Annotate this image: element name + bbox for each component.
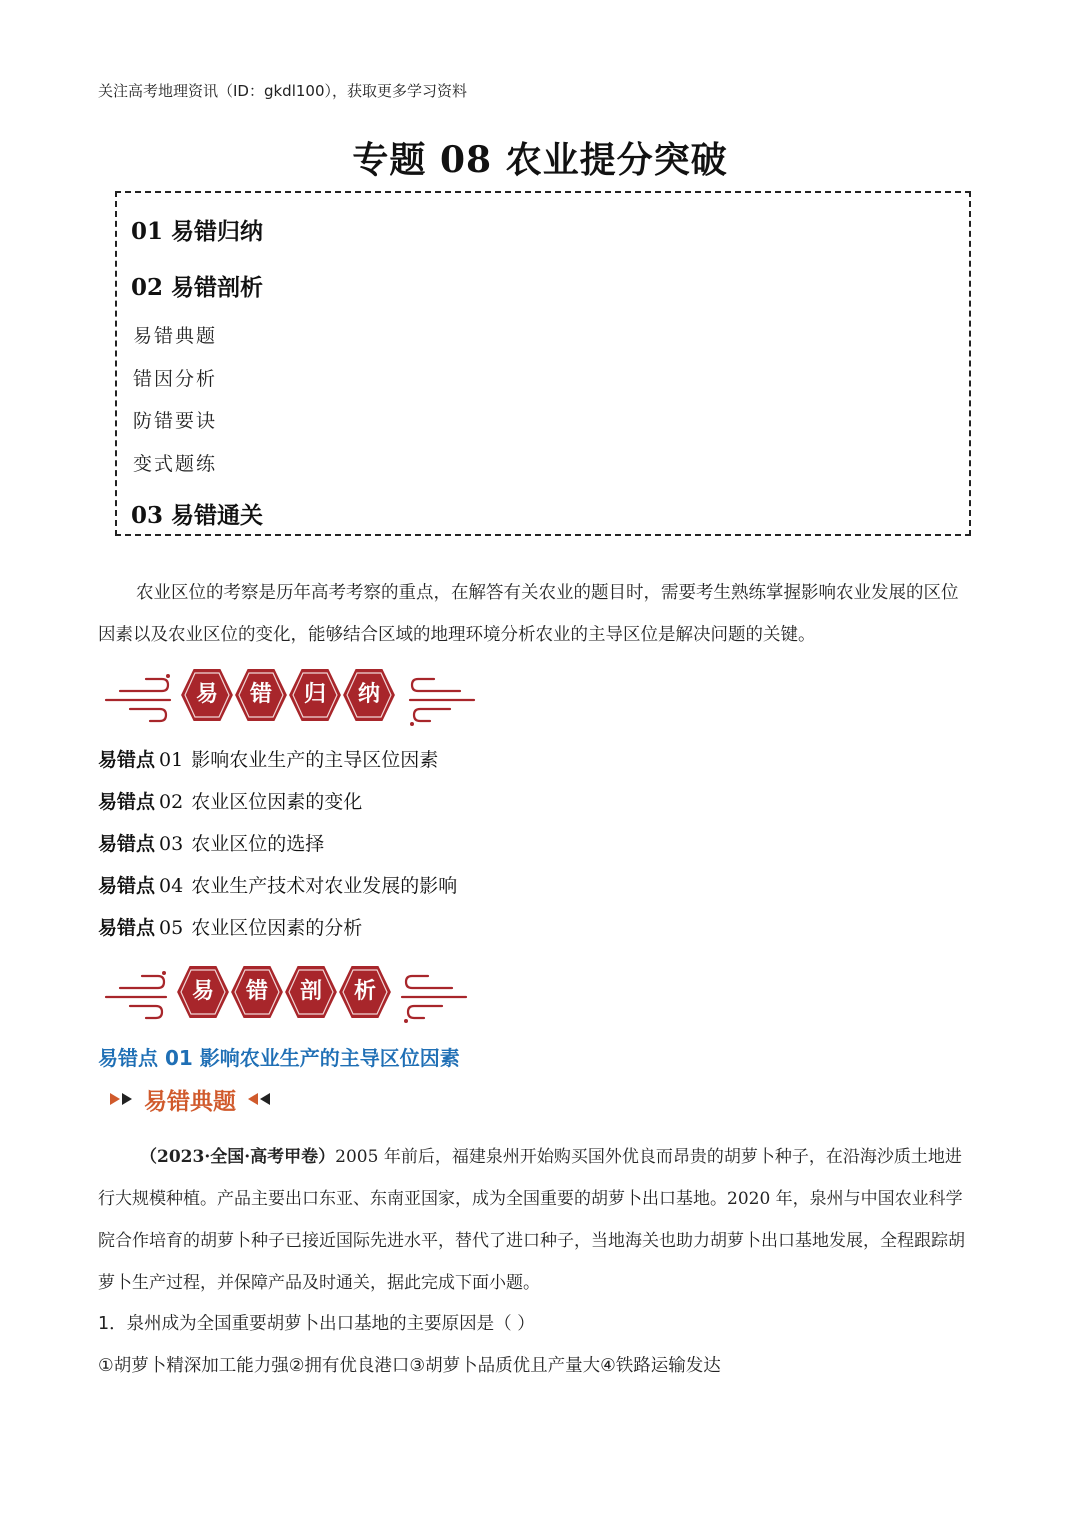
hex-badge xyxy=(228,963,286,1021)
hex-char: 错 xyxy=(249,682,272,707)
toc-subitem-2[interactable]: 错因分析 xyxy=(133,368,218,390)
hex-badge xyxy=(282,963,340,1021)
toc-subitem-4[interactable]: 变式题练 xyxy=(133,453,218,475)
point-text: 农业生产技术对农业发展的影响 xyxy=(191,875,458,897)
toc-item-3[interactable]: 03 易错通关 xyxy=(131,502,264,529)
intro-paragraph: 农业区位的考察是历年高考考察的重点，在解答有关农业的题目时，需要考生熟练掌握影响农业发展的区位因素以及农业区位的变化，能够结合区域的地理环境分析农业的主导区位是解决问题的关键。 xyxy=(98,583,959,645)
section-banner-yicuo-pouxi xyxy=(100,957,480,1027)
point-tag: 易错点 xyxy=(98,875,156,897)
hex-badge xyxy=(174,963,232,1021)
error-point-01[interactable] xyxy=(98,745,438,772)
toc-item-2[interactable]: 02 易错剖析 xyxy=(131,274,264,301)
sub-banner-label: 易错典题 xyxy=(144,1088,236,1115)
hex-char: 归 xyxy=(303,682,326,707)
question-stem xyxy=(98,1136,974,1304)
point-num: 02 xyxy=(159,791,184,813)
double-arrow-left-icon xyxy=(242,1091,272,1107)
hex-badge xyxy=(340,666,398,724)
toc-subitem-1[interactable]: 易错典题 xyxy=(133,325,218,347)
hex-badge xyxy=(178,666,236,724)
point-text: 影响农业生产的主导区位因素 xyxy=(191,749,439,771)
point-num: 05 xyxy=(159,917,184,939)
banner-hex-group xyxy=(178,666,398,724)
double-arrow-right-icon xyxy=(108,1091,138,1107)
question-1-options: ①胡萝卜精深加工能力强②拥有优良港口③胡萝卜品质优且产量大④铁路运输发达 xyxy=(98,1356,721,1376)
error-point-03[interactable] xyxy=(98,829,324,856)
point-num: 04 xyxy=(159,875,184,897)
question-source: （2023·全国·高考甲卷） xyxy=(140,1147,336,1167)
section-heading: 易错点 01 影响农业生产的主导区位因素 xyxy=(98,1046,460,1070)
page-title: 专题 08 农业提分突破 xyxy=(352,139,728,181)
sub-banner-typical-question xyxy=(108,1082,272,1116)
hex-char: 易 xyxy=(195,682,218,707)
hex-badge xyxy=(286,666,344,724)
point-num: 01 xyxy=(159,749,184,771)
error-point-04[interactable] xyxy=(98,871,457,898)
toc-item-1[interactable]: 01 易错归纳 xyxy=(131,218,264,245)
question-1: 1．泉州成为全国重要胡萝卜出口基地的主要原因是（ ） xyxy=(98,1314,535,1334)
header-note: 关注高考地理资讯（ID：gkdl100），获取更多学习资料 xyxy=(98,82,468,100)
toc-subitem-3[interactable]: 防错要诀 xyxy=(133,410,218,432)
hex-char: 纳 xyxy=(357,682,380,707)
table-of-contents xyxy=(115,191,971,536)
section-banner-yicuo-guina xyxy=(100,660,480,730)
point-text: 农业区位因素的变化 xyxy=(191,791,363,813)
point-tag: 易错点 xyxy=(98,917,156,939)
point-text: 农业区位因素的分析 xyxy=(191,917,363,939)
hex-char: 易 xyxy=(191,979,214,1004)
point-num: 03 xyxy=(159,833,184,855)
point-text: 农业区位的选择 xyxy=(191,833,325,855)
error-point-05[interactable] xyxy=(98,913,362,940)
hex-char: 错 xyxy=(245,979,268,1004)
hex-char: 析 xyxy=(353,979,376,1004)
point-tag: 易错点 xyxy=(98,791,156,813)
hex-badge xyxy=(336,963,394,1021)
question-body: 2005 年前后，福建泉州开始购买国外优良而昂贵的胡萝卜种子，在沿海沙质土地进行大规模种植。产品主要出口东亚、东南亚国家，成为全国重要的胡萝卜出口基地。2020 年，泉州与中国农业科学院合作培育的胡萝卜种子已接近国际先进水平，替代了进口种子，当地海关也助力胡萝卜出口基地发展，全程跟踪胡萝卜生产过程，并保障产品及时通关，据此完成下面小题。 xyxy=(98,1147,965,1293)
banner-hex-group xyxy=(174,963,394,1021)
hex-badge xyxy=(232,666,290,724)
error-point-02[interactable] xyxy=(98,787,362,814)
point-tag: 易错点 xyxy=(98,749,156,771)
hex-char: 剖 xyxy=(299,979,322,1004)
point-tag: 易错点 xyxy=(98,833,156,855)
